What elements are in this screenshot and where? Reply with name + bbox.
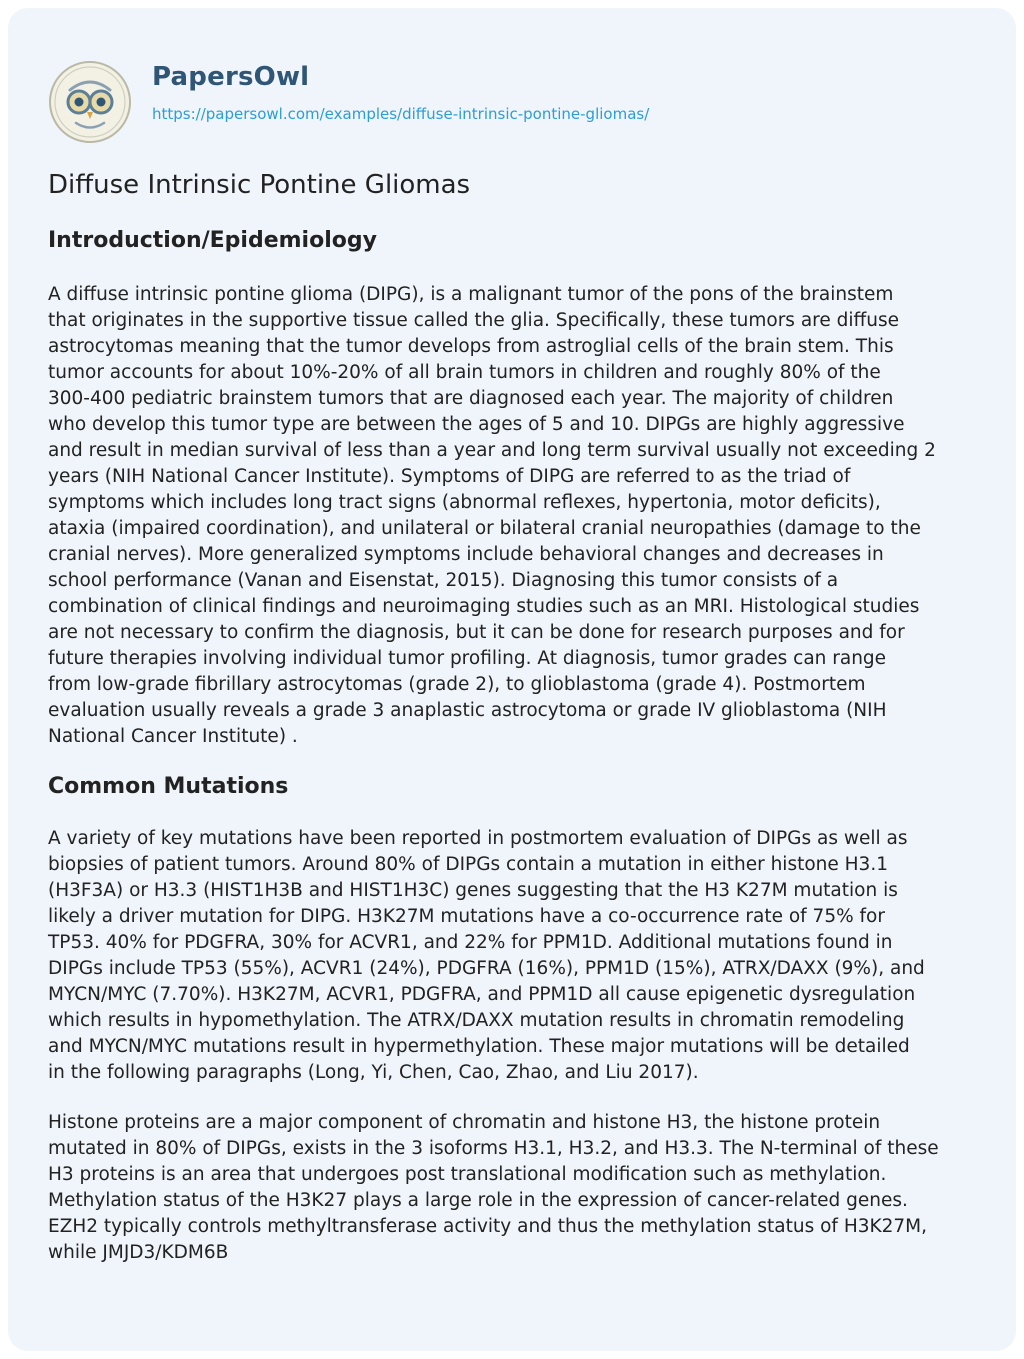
paragraph-line: that originates in the supportive tissue called the glia. Specifically, these tumors are diffuse: [48, 310, 899, 331]
paragraph-line: who develop this tumor type are between the ages of 5 and 10. DIPGs are highly aggressive: [48, 414, 905, 435]
paragraph-line: combination of clinical findings and neuroimaging studies such as an MRI. Histological studies: [48, 596, 920, 617]
section-heading-common-mutations: Common Mutations: [48, 774, 289, 799]
paragraph-mutations-1: [48, 826, 980, 1086]
brand-name[interactable]: PapersOwl: [152, 62, 310, 92]
document-title: Diffuse Intrinsic Pontine Gliomas: [48, 170, 471, 200]
paragraph-line: ataxia (impaired coordination), and unilateral or bilateral cranial neuropathies (damage to the: [48, 518, 921, 539]
paragraph-line: A diffuse intrinsic pontine glioma (DIPG), is a malignant tumor of the pons of the brainstem: [48, 284, 894, 305]
paragraph-line: MYCN/MYC (7.70%). H3K27M, ACVR1, PDGFRA, and PPM1D all cause epigenetic dysregulation: [48, 984, 916, 1005]
paragraph-introduction: [48, 282, 980, 750]
paragraph-line: 300-400 pediatric brainstem tumors that are diagnosed each year. The majority of children: [48, 388, 894, 409]
paragraph-line: from low-grade fibrillary astrocytomas (grade 2), to glioblastoma (grade 4). Postmortem: [48, 674, 866, 695]
paragraph-line: tumor accounts for about 10%-20% of all brain tumors in children and roughly 80% of the: [48, 362, 881, 383]
paragraph-line: H3 proteins is an area that undergoes post translational modification such as methylation.: [48, 1164, 887, 1185]
paragraph-line: TP53. 40% for PDGFRA, 30% for ACVR1, and 22% for PPM1D. Additional mutations found in: [48, 932, 893, 953]
paragraph-line: are not necessary to confirm the diagnosis, but it can be done for research purposes and for: [48, 622, 905, 643]
paragraph-line: Histone proteins are a major component of chromatin and histone H3, the histone protein: [48, 1112, 881, 1133]
paragraph-line: mutated in 80% of DIPGs, exists in the 3 isoforms H3.1, H3.2, and H3.3. The N-terminal of these: [48, 1138, 939, 1159]
paragraph-line: and MYCN/MYC mutations result in hypermethylation. These major mutations will be detailed: [48, 1036, 910, 1057]
paragraph-line: while JMJD3/KDM6B: [48, 1242, 229, 1263]
paragraph-line: EZH2 typically controls methyltransferase activity and thus the methylation status of H3K27M,: [48, 1216, 928, 1237]
paragraph-line: (H3F3A) or H3.3 (HIST1H3B and HIST1H3C) genes suggesting that the H3 K27M mutation is: [48, 880, 898, 901]
paragraph-line: in the following paragraphs (Long, Yi, Chen, Cao, Zhao, and Liu 2017).: [48, 1062, 699, 1083]
paragraph-line: symptoms which includes long tract signs (abnormal reflexes, hypertonia, motor deficits),: [48, 492, 881, 513]
owl-logo-icon[interactable]: [48, 60, 132, 144]
paragraph-line: Methylation status of the H3K27 plays a large role in the expression of cancer-related genes.: [48, 1190, 908, 1211]
paragraph-line: A variety of key mutations have been reported in postmortem evaluation of DIPGs as well as: [48, 828, 908, 849]
section-heading-introduction: Introduction/Epidemiology: [48, 228, 377, 253]
paragraph-line: years (NIH National Cancer Institute). Symptoms of DIPG are referred to as the triad of: [48, 466, 851, 487]
source-url-link[interactable]: https://papersowl.com/examples/diffuse-intrinsic-pontine-gliomas/: [152, 105, 650, 123]
paragraph-line: school performance (Vanan and Eisenstat, 2015). Diagnosing this tumor consists of a: [48, 570, 839, 591]
paragraph-line: evaluation usually reveals a grade 3 anaplastic astrocytoma or grade IV glioblastoma (NIH: [48, 700, 887, 721]
paragraph-line: which results in hypomethylation. The ATRX/DAXX mutation results in chromatin remodeling: [48, 1010, 905, 1031]
paragraph-line: biopsies of patient tumors. Around 80% of DIPGs contain a mutation in either histone H3.1: [48, 854, 888, 875]
paragraph-line: future therapies involving individual tumor profiling. At diagnosis, tumor grades can range: [48, 648, 887, 669]
paragraph-line: cranial nerves). More generalized symptoms include behavioral changes and decreases in: [48, 544, 884, 565]
paragraph-mutations-2: [48, 1110, 980, 1266]
paragraph-line: and result in median survival of less than a year and long term survival usually not exceeding 2: [48, 440, 936, 461]
paragraph-line: DIPGs include TP53 (55%), ACVR1 (24%), PDGFRA (16%), PPM1D (15%), ATRX/DAXX (9%), and: [48, 958, 925, 979]
paragraph-line: National Cancer Institute) .: [48, 726, 298, 747]
paragraph-line: likely a driver mutation for DIPG. H3K27M mutations have a co-occurrence rate of 75% for: [48, 906, 885, 927]
paragraph-line: astrocytomas meaning that the tumor develops from astroglial cells of the brain stem. This: [48, 336, 894, 357]
